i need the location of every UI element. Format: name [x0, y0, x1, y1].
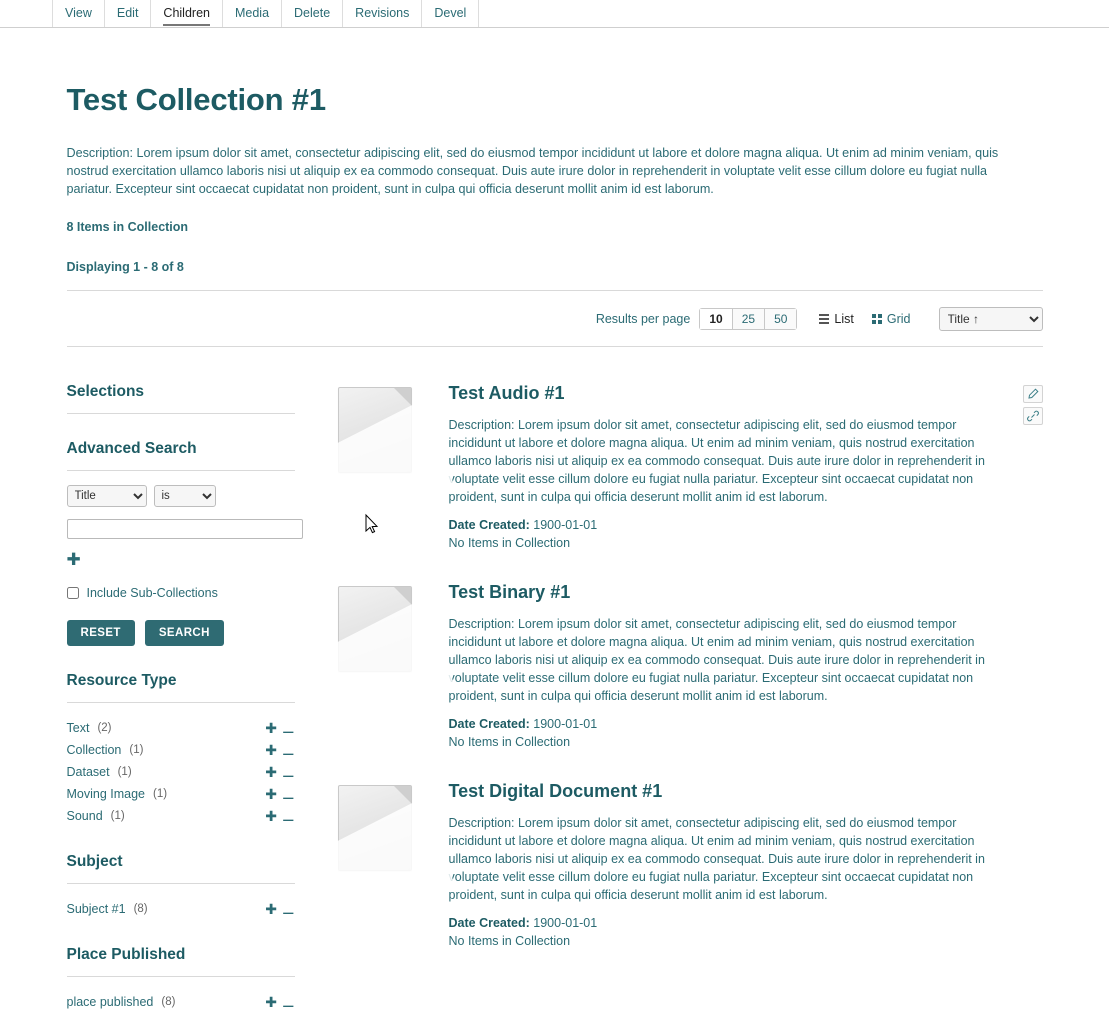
page-title: Test Collection #1 — [66, 82, 326, 117]
add-search-row-icon[interactable]: ✚ — [66, 550, 81, 569]
page-fold-icon — [394, 388, 411, 405]
grid-icon — [872, 314, 882, 324]
list-item[interactable] — [67, 783, 295, 805]
facet-count: (2) — [97, 722, 112, 734]
list-item[interactable] — [67, 805, 295, 827]
result-thumbnail[interactable] — [323, 383, 427, 552]
resource-type-facets — [67, 717, 295, 827]
facet-exclude-icon[interactable]: ⚊ — [281, 901, 295, 917]
facet-count: (8) — [133, 903, 148, 915]
search-field-select[interactable] — [67, 485, 147, 507]
list-item[interactable] — [67, 898, 295, 920]
include-subcollections-label[interactable]: Include Sub-Collections — [86, 586, 218, 600]
edit-pencil-icon[interactable] — [1023, 385, 1043, 403]
result-title[interactable]: Test Digital Document #1 — [448, 781, 663, 801]
facet-exclude-icon[interactable]: ⚊ — [281, 994, 295, 1010]
facet-controls — [265, 903, 294, 915]
search-operator-select[interactable] — [154, 485, 216, 507]
view-list-button[interactable] — [819, 312, 853, 326]
items-in-collection-count: 8 Items in Collection — [66, 220, 189, 234]
facet-label[interactable]: Subject #1 — [66, 902, 126, 916]
facet-exclude-icon[interactable]: ⚊ — [281, 786, 295, 802]
facet-controls — [265, 996, 294, 1008]
view-toggle — [819, 312, 910, 326]
facet-controls — [265, 810, 294, 822]
results-toolbar — [67, 291, 1043, 347]
facet-count: (1) — [110, 810, 125, 822]
tab-media[interactable]: Media — [223, 0, 282, 27]
facet-count: (8) — [161, 996, 176, 1008]
result-date — [449, 715, 1003, 733]
facet-label[interactable]: Dataset — [66, 765, 110, 779]
result-date — [449, 516, 1003, 534]
place-published-heading: Place Published — [67, 946, 295, 977]
facet-count: (1) — [129, 744, 144, 756]
tab-devel[interactable]: Devel — [422, 0, 479, 27]
result-date-label: Date Created: — [448, 717, 530, 731]
result-date-label: Date Created: — [448, 916, 530, 930]
facet-label[interactable]: Sound — [66, 809, 103, 823]
results-list — [323, 383, 1043, 1013]
result-thumbnail[interactable] — [323, 781, 427, 950]
document-icon — [338, 785, 412, 871]
view-grid-button[interactable] — [872, 312, 911, 326]
result-item — [323, 383, 1043, 552]
include-subcollections-row — [67, 586, 295, 600]
facet-include-icon[interactable]: ✚ — [265, 742, 277, 758]
facet-include-icon[interactable]: ✚ — [265, 901, 277, 917]
place-published-facets — [67, 991, 295, 1013]
content-columns — [67, 383, 1043, 1013]
result-body — [449, 582, 1043, 751]
search-buttons — [67, 620, 295, 646]
facet-controls — [265, 766, 294, 778]
page-fold-icon — [394, 786, 411, 803]
list-item[interactable] — [67, 761, 295, 783]
result-thumbnail[interactable] — [323, 582, 427, 751]
facet-exclude-icon[interactable]: ⚊ — [281, 720, 295, 736]
link-icon[interactable] — [1023, 407, 1043, 425]
result-items-count: No Items in Collection — [448, 934, 571, 948]
tab-revisions[interactable]: Revisions — [343, 0, 422, 27]
facet-include-icon[interactable]: ✚ — [265, 786, 277, 802]
node-tabs — [0, 0, 1109, 28]
advanced-search-heading: Advanced Search — [67, 440, 295, 471]
displaying-range: Displaying 1 - 8 of 8 — [67, 260, 1043, 291]
facet-controls — [265, 788, 294, 800]
result-item — [323, 781, 1043, 950]
result-items-count: No Items in Collection — [448, 536, 571, 550]
sort-select[interactable] — [939, 307, 1043, 331]
collection-description: Description: Lorem ipsum dolor sit amet, consectetur adipiscing elit, sed do eiusmod tempor incididunt ut labore et dolore magna aliqua. Ut enim ad minim veniam, quis nostrud exercitation ullamco laboris nisi ut aliquip ex ea commodo consequat. Duis aute irure dolor in reprehenderit in voluptate velit esse cillum dolore eu fugiat nulla pariatur. Excepteur sint occaecat cupidatat non proident, sunt in culpa qui officia deserunt mollit anim id est laborum. — [66, 146, 999, 196]
view-list-label: List — [834, 311, 854, 326]
result-date-value: 1900-01-01 — [533, 916, 598, 930]
result-items-count: No Items in Collection — [448, 735, 571, 749]
facet-include-icon[interactable]: ✚ — [265, 720, 277, 736]
facet-label[interactable]: Collection — [66, 743, 122, 757]
result-body — [449, 383, 1043, 552]
per-page-25[interactable]: 25 — [733, 309, 765, 329]
search-query-input[interactable] — [67, 519, 303, 539]
result-actions — [1023, 385, 1043, 425]
result-description: Description: Lorem ipsum dolor sit amet, consectetur adipiscing elit, sed do eiusmod tempor incididunt ut labore et dolore magna aliqua. Ut enim ad minim veniam, quis nostrud exercitation ullamco laboris nisi ut aliquip ex ea commodo consequat. Duis aute irure dolor in reprehenderit in voluptate velit esse cillum dolore eu fugiat nulla pariatur. Excepteur sint occaecat cupidatat non proident, sunt in culpa qui officia deserunt mollit anim id est laborum. — [448, 816, 985, 902]
result-date — [449, 914, 1003, 932]
facet-count: (1) — [153, 788, 168, 800]
result-body — [449, 781, 1043, 950]
list-item[interactable] — [67, 717, 295, 739]
subject-facets — [67, 898, 295, 920]
result-title[interactable]: Test Binary #1 — [448, 582, 571, 602]
per-page-10[interactable]: 10 — [700, 309, 732, 329]
facet-label[interactable]: place published — [66, 995, 154, 1009]
search-button[interactable]: SEARCH — [145, 620, 224, 646]
result-date-value: 1900-01-01 — [533, 717, 598, 731]
advanced-search-row — [67, 485, 295, 507]
tab-children[interactable]: Children — [151, 0, 223, 27]
facet-count: (1) — [117, 766, 132, 778]
result-description: Description: Lorem ipsum dolor sit amet, consectetur adipiscing elit, sed do eiusmod tempor incididunt ut labore et dolore magna aliqua. Ut enim ad minim veniam, quis nostrud exercitation ullamco laboris nisi ut aliquip ex ea commodo consequat. Duis aute irure dolor in reprehenderit in voluptate velit esse cillum dolore eu fugiat nulla pariatur. Excepteur sint occaecat cupidatat non proident, sunt in culpa qui officia deserunt mollit anim id est laborum. — [448, 418, 985, 504]
facet-include-icon[interactable]: ✚ — [265, 994, 277, 1010]
list-item[interactable] — [67, 739, 295, 761]
include-subcollections-checkbox[interactable] — [67, 587, 79, 599]
page-fold-icon — [394, 587, 411, 604]
facet-controls — [265, 722, 294, 734]
subject-heading: Subject — [67, 853, 295, 884]
per-page-50[interactable]: 50 — [765, 309, 796, 329]
selections-heading: Selections — [67, 383, 295, 414]
results-per-page-label: Results per page — [595, 311, 691, 326]
sidebar — [67, 383, 295, 1013]
list-item[interactable] — [67, 991, 295, 1013]
resource-type-heading: Resource Type — [67, 672, 295, 703]
facet-include-icon[interactable]: ✚ — [265, 808, 277, 824]
facet-label[interactable]: Text — [66, 721, 90, 735]
result-description: Description: Lorem ipsum dolor sit amet, consectetur adipiscing elit, sed do eiusmod tempor incididunt ut labore et dolore magna aliqua. Ut enim ad minim veniam, quis nostrud exercitation ullamco laboris nisi ut aliquip ex ea commodo consequat. Duis aute irure dolor in reprehenderit in voluptate velit esse cillum dolore eu fugiat nulla pariatur. Excepteur sint occaecat cupidatat non proident, sunt in culpa qui officia deserunt mollit anim id est laborum. — [448, 617, 985, 703]
facet-include-icon[interactable]: ✚ — [265, 764, 277, 780]
result-item — [323, 582, 1043, 751]
tab-edit[interactable]: Edit — [105, 0, 152, 27]
tab-view[interactable]: View — [52, 0, 105, 27]
tab-delete[interactable]: Delete — [282, 0, 343, 27]
view-grid-label: Grid — [886, 311, 911, 326]
facet-exclude-icon[interactable]: ⚊ — [281, 808, 295, 824]
facet-exclude-icon[interactable]: ⚊ — [281, 764, 295, 780]
facet-label[interactable]: Moving Image — [66, 787, 146, 801]
result-date-label: Date Created: — [448, 518, 530, 532]
result-date-value: 1900-01-01 — [533, 518, 598, 532]
document-icon — [338, 387, 412, 473]
results-per-page-group — [699, 308, 797, 330]
result-title[interactable]: Test Audio #1 — [448, 383, 565, 403]
document-icon — [338, 586, 412, 672]
facet-controls — [265, 744, 294, 756]
list-icon — [819, 314, 829, 324]
reset-button[interactable]: RESET — [67, 620, 135, 646]
facet-exclude-icon[interactable]: ⚊ — [281, 742, 295, 758]
